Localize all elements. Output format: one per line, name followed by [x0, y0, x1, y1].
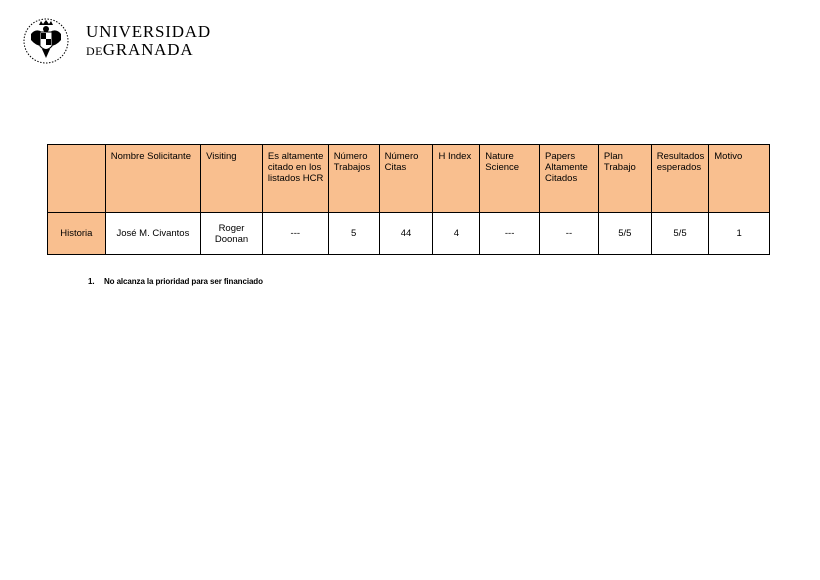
cell-trabajos: 5 [328, 213, 379, 255]
cell-area: Historia [48, 213, 106, 255]
col-header-visiting: Visiting [201, 145, 263, 213]
cell-visiting: Roger Doonan [201, 213, 263, 255]
table-row [48, 213, 770, 255]
col-header-area [48, 145, 106, 213]
cell-resultados: 5/5 [651, 213, 709, 255]
applicants-table [47, 144, 770, 255]
footnote [88, 277, 263, 286]
footnote-number: 1. [88, 277, 95, 286]
cell-nature: --- [480, 213, 540, 255]
footnote-text: No alcanza la prioridad para ser financiado [104, 277, 263, 286]
cell-hcr: --- [262, 213, 328, 255]
university-seal-icon [22, 16, 70, 66]
col-header-resultados: Resultados esperados [651, 145, 709, 213]
cell-motivo: 1 [709, 213, 770, 255]
wordmark-prefix: DE [86, 43, 103, 58]
wordmark-granada: GRANADA [102, 39, 194, 59]
wordmark-line1: UNIVERSIDAD [86, 21, 211, 41]
col-header-papers: Papers Altamente Citados [540, 145, 599, 213]
university-wordmark [86, 23, 211, 60]
col-header-plan: Plan Trabajo [598, 145, 651, 213]
col-header-hcr: Es altamente citado en los listados HCR [262, 145, 328, 213]
cell-papers: -- [540, 213, 599, 255]
col-header-trabajos: Número Trabajos [328, 145, 379, 213]
header [22, 16, 211, 66]
cell-hindex: 4 [433, 213, 480, 255]
cell-plan: 5/5 [598, 213, 651, 255]
col-header-motivo: Motivo [709, 145, 770, 213]
col-header-solicitante: Nombre Solicitante [105, 145, 200, 213]
cell-citas: 44 [379, 213, 433, 255]
cell-solicitante: José M. Civantos [105, 213, 200, 255]
col-header-nature: Nature Science [480, 145, 540, 213]
col-header-hindex: H Index [433, 145, 480, 213]
table-header-row [48, 145, 770, 213]
wordmark-line2 [86, 41, 211, 60]
col-header-citas: Número Citas [379, 145, 433, 213]
